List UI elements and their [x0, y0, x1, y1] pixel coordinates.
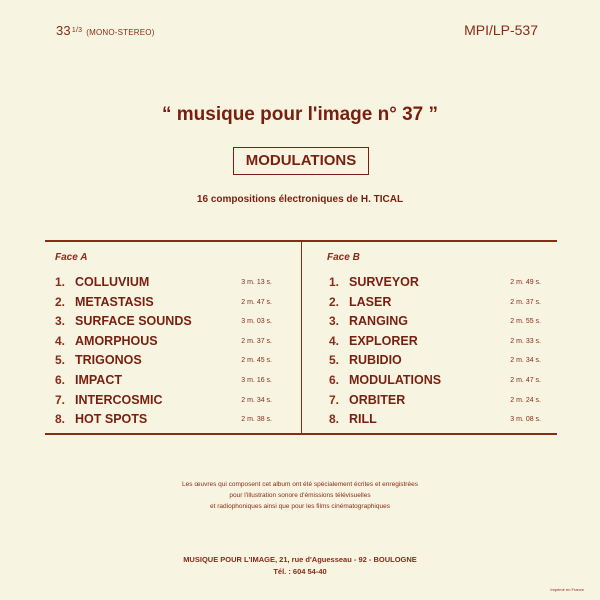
track-duration: 2 m. 38 s.: [241, 416, 272, 424]
track-row: [55, 371, 275, 391]
track-duration: 2 m. 37 s.: [510, 298, 541, 306]
album-title: MODULATIONS: [233, 147, 369, 175]
track-row: [55, 410, 275, 430]
track-number: 7.: [329, 392, 340, 407]
publisher-info: [0, 554, 600, 578]
track-number: 4.: [329, 333, 340, 348]
sound-mode: (MONO-STEREO): [86, 28, 155, 37]
track-duration: 2 m. 34 s.: [241, 396, 272, 404]
track-number: 2.: [55, 294, 66, 309]
track-duration: 2 m. 37 s.: [241, 337, 272, 345]
track-row: [329, 312, 541, 332]
track-number: 5.: [55, 353, 66, 368]
face-b-tracklist: [329, 273, 541, 430]
track-number: 2.: [329, 294, 340, 309]
track-duration: 2 m. 47 s.: [241, 298, 272, 306]
track-title: RANGING: [349, 314, 409, 329]
track-row: [55, 293, 275, 313]
track-number: 7.: [55, 392, 66, 407]
track-duration: 3 m. 03 s.: [241, 318, 272, 326]
track-number: 5.: [329, 353, 340, 368]
track-duration: 3 m. 08 s.: [510, 416, 541, 424]
track-row: [329, 351, 541, 371]
printer-credit: Imprimé en France: [550, 587, 584, 592]
face-a-label: Face A: [55, 252, 88, 263]
face-divider: [301, 242, 302, 433]
track-title: EXPLORER: [349, 333, 418, 348]
track-title: SURVEYOR: [349, 275, 419, 289]
track-duration: 2 m. 34 s.: [510, 357, 541, 365]
speed-fraction: 1/3: [71, 27, 83, 34]
track-number: 6.: [329, 372, 340, 387]
track-title: COLLUVIUM: [75, 275, 150, 289]
liner-line: et radiophoniques ainsi que pour les films cinématographiques: [210, 503, 390, 510]
track-duration: 2 m. 47 s.: [510, 376, 541, 384]
track-row: [329, 371, 541, 391]
track-number: 1.: [55, 275, 66, 289]
track-title: ORBITER: [349, 392, 406, 407]
track-number: 3.: [329, 314, 340, 329]
track-duration: 2 m. 55 s.: [510, 318, 541, 326]
catalog-number: MPI/LP-537: [464, 22, 538, 38]
record-speed: [56, 23, 155, 38]
liner-line: pour l'illustration sonore d'émissions télévisuelles: [229, 492, 371, 499]
track-duration: 2 m. 45 s.: [241, 357, 272, 365]
track-row: [329, 293, 541, 313]
track-row: [329, 410, 541, 430]
track-row: [55, 312, 275, 332]
series-title: “ musique pour l'image n° 37 ”: [161, 104, 439, 125]
track-row: [329, 332, 541, 352]
face-a-tracklist: [55, 273, 275, 430]
track-number: 8.: [55, 412, 66, 427]
track-row: [55, 351, 275, 371]
track-row: [329, 391, 541, 411]
track-row: [55, 332, 275, 352]
track-duration: 2 m. 33 s.: [510, 337, 541, 345]
track-title: AMORPHOUS: [75, 333, 158, 348]
speed-whole: 33: [56, 23, 71, 38]
track-number: 4.: [55, 333, 66, 348]
track-title: INTERCOSMIC: [75, 392, 163, 407]
track-title: RUBIDIO: [349, 353, 402, 368]
track-number: 6.: [55, 372, 66, 387]
face-b-label: Face B: [327, 252, 360, 263]
publisher-address: MUSIQUE POUR L'IMAGE, 21, rue d'Aguesseau - 92 - BOULOGNE: [183, 555, 417, 564]
track-row: [55, 273, 275, 293]
track-number: 1.: [329, 275, 340, 289]
track-title: METASTASIS: [75, 294, 154, 309]
track-duration: 3 m. 16 s.: [241, 376, 272, 384]
track-title: IMPACT: [75, 372, 122, 387]
track-title: MODULATIONS: [349, 372, 442, 387]
track-row: [329, 273, 541, 293]
track-title: SURFACE SOUNDS: [75, 314, 192, 329]
track-title: LASER: [349, 294, 392, 309]
liner-notes: [0, 479, 600, 512]
publisher-phone: Tél. : 604 54-40: [273, 567, 327, 576]
track-duration: 2 m. 24 s.: [510, 396, 541, 404]
liner-line: Les œuvres qui composent cet album ont été spécialement écrites et enregistrées: [182, 481, 418, 488]
track-row: [55, 391, 275, 411]
track-title: RILL: [349, 412, 377, 427]
track-number: 8.: [329, 412, 340, 427]
track-duration: 3 m. 13 s.: [241, 279, 272, 286]
track-title: HOT SPOTS: [75, 412, 148, 427]
track-title: TRIGONOS: [75, 353, 142, 368]
album-subtitle: 16 compositions électroniques de H. TICAL: [196, 194, 404, 205]
track-number: 3.: [55, 314, 66, 329]
track-duration: 2 m. 49 s.: [510, 279, 541, 286]
tracklist-bottom-rule: [45, 433, 557, 435]
